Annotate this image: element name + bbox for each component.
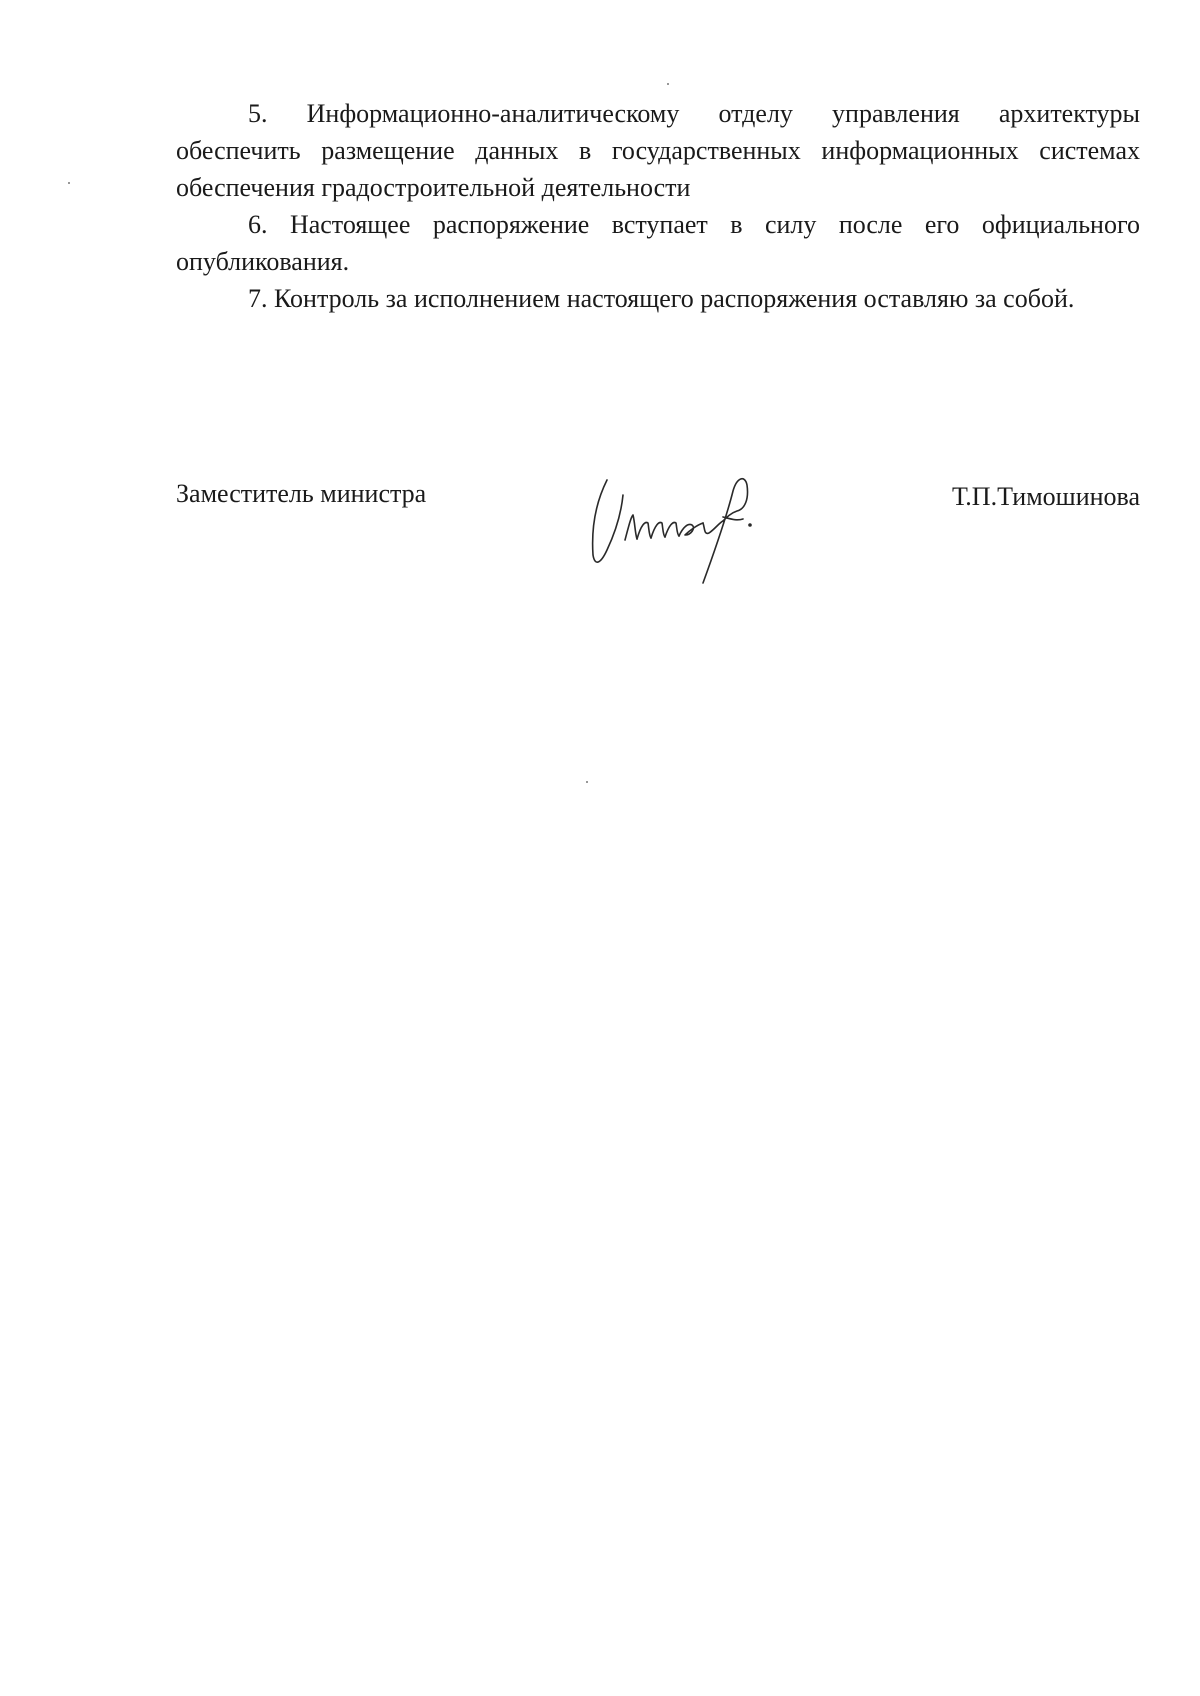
paragraph-7: 7. Контроль за исполнением настоящего распоряжения оставляю за собой. [248, 284, 1075, 313]
scan-speck [586, 781, 588, 783]
signatory-name: Т.П.Тимошинова [952, 482, 1140, 511]
paragraph-5: 5. Информационно-аналитическому отделу управления архитектуры обеспечить размещение данных в государственных информационных системах обеспечения градостроительной деятельности [176, 99, 1140, 202]
scan-speck [68, 182, 70, 184]
handwritten-signature-icon [585, 455, 810, 590]
document-body [176, 95, 1140, 317]
signatory-role: Заместитель министра [176, 479, 427, 508]
paragraph-6: 6. Настоящее распоряжение вступает в силу после его официального опубликования. [176, 210, 1140, 276]
scan-speck [667, 83, 669, 85]
